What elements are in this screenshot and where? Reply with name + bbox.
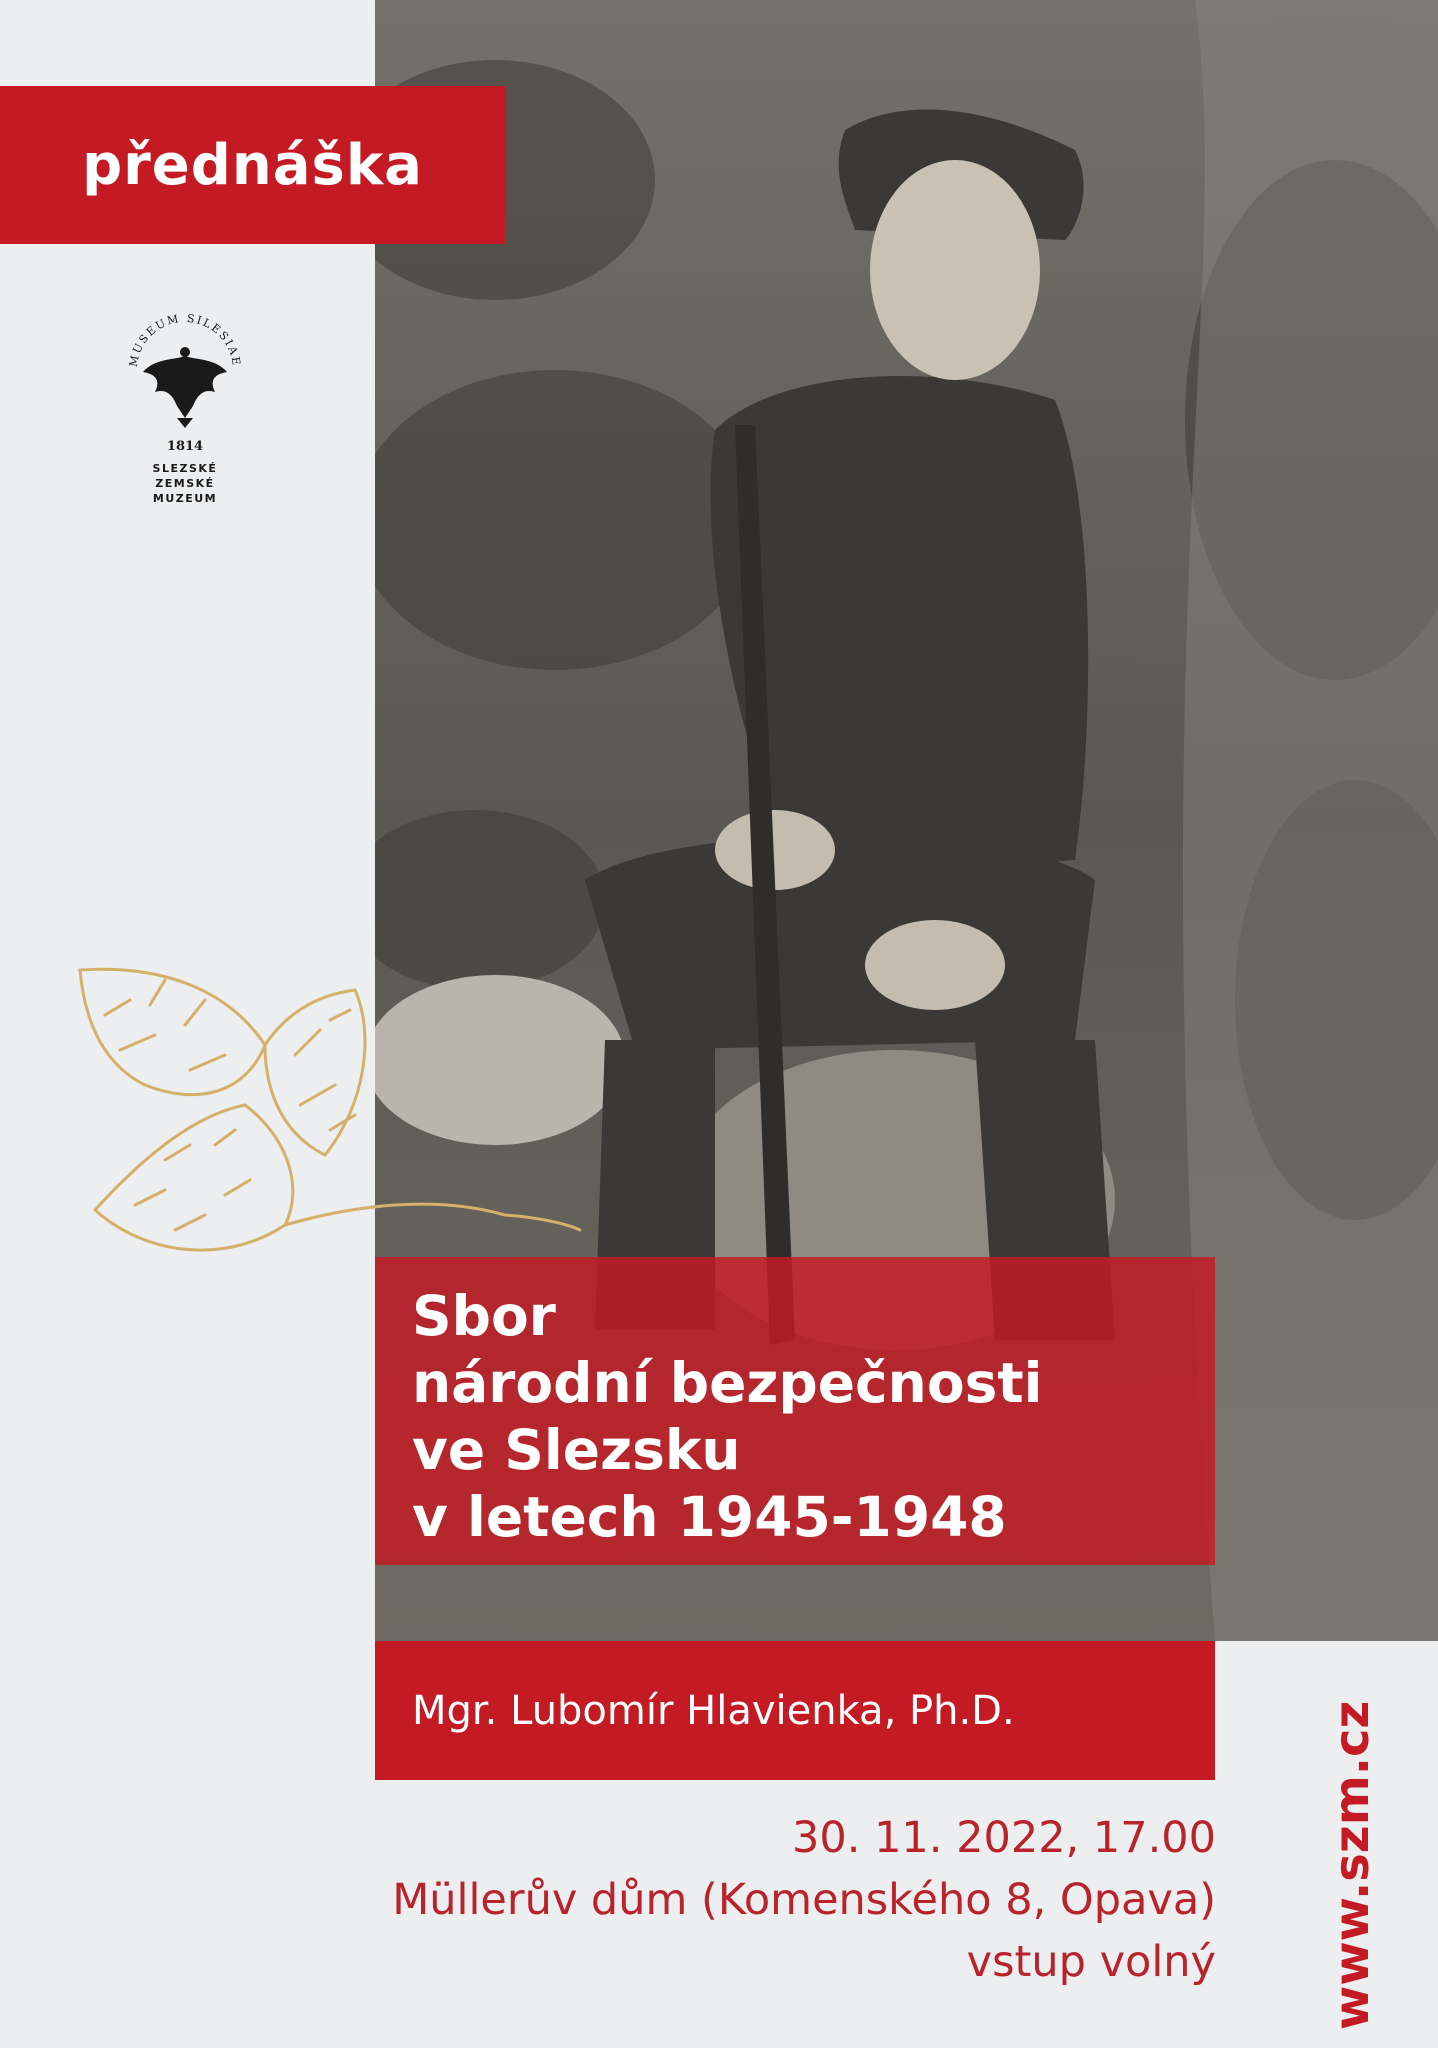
museum-logo bbox=[115, 300, 255, 510]
leaves-icon bbox=[75, 955, 585, 1265]
logo-name-line-1: SLEZSKÉ bbox=[152, 462, 218, 475]
logo-year: 1814 bbox=[166, 439, 204, 454]
title-line-1: Sbor bbox=[412, 1284, 556, 1348]
logo-name-line-3: MUZEUM bbox=[152, 492, 218, 505]
event-admission: vstup volný bbox=[966, 1937, 1216, 1987]
leaf-ornament bbox=[75, 955, 585, 1265]
eagle-crest-icon bbox=[115, 300, 255, 510]
category-label-text: přednáška bbox=[82, 132, 423, 198]
title-line-3: ve Slezsku bbox=[412, 1418, 741, 1482]
website-link[interactable]: www.szm.cz bbox=[1324, 1700, 1380, 2030]
logo-arc-text: MUSEUM SILESIAE bbox=[126, 311, 244, 368]
title-line-2: národní bezpečnosti bbox=[412, 1351, 1043, 1415]
event-datetime: 30. 11. 2022, 17.00 bbox=[792, 1813, 1216, 1863]
event-venue: Müllerův dům (Komenského 8, Opava) bbox=[392, 1875, 1216, 1925]
logo-name-line-2: ZEMSKÉ bbox=[155, 477, 215, 490]
category-label bbox=[0, 86, 505, 244]
author-name: Mgr. Lubomír Hlavienka, Ph.D. bbox=[412, 1688, 1015, 1734]
lecture-title bbox=[412, 1283, 1232, 1551]
event-info bbox=[216, 1807, 1216, 1993]
title-line-4: v letech 1945-1948 bbox=[412, 1485, 1007, 1549]
